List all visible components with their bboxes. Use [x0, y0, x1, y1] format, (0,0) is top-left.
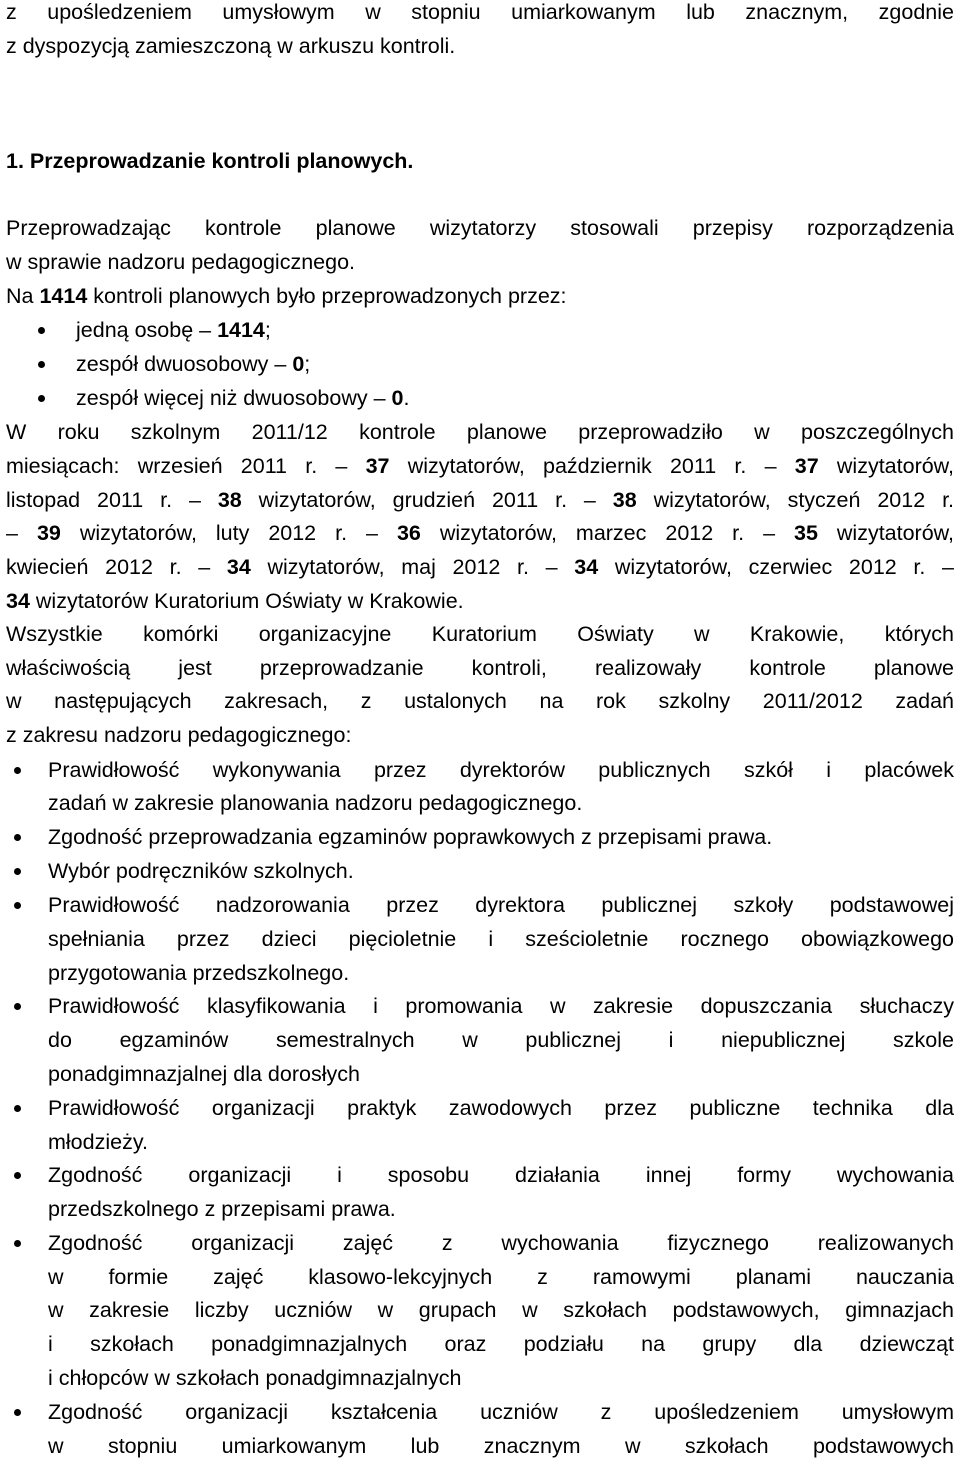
paragraph-line: Na 1414 kontroli planowych było przeprowadzonych przez: [6, 284, 567, 308]
total-inspections: 1414 [39, 284, 88, 308]
list-item-line: spełniania przez dzieci pięcioletnie i sześcioletnie rocznego obowiązkowego [48, 927, 954, 951]
list-item-line: młodzieży. [48, 1130, 148, 1154]
bullet-icon [14, 1240, 21, 1247]
bullet-icon [38, 395, 45, 402]
paragraph-line: miesiącach: wrzesień 2011 r. – 37 wizytatorów, październik 2011 r. – 37 wizytatorów, [6, 454, 954, 478]
paragraph-line: listopad 2011 r. – 38 wizytatorów, grudzień 2011 r. – 38 wizytatorów, styczeń 2012 r. [6, 488, 955, 512]
bullet-icon [14, 902, 21, 909]
list-item-line: Zgodność organizacji kształcenia uczniów z upośledzeniem umysłowym [48, 1400, 954, 1424]
list-item-line: Wybór podręczników szkolnych. [48, 859, 354, 883]
intro-line: z upośledzeniem umysłowym w stopniu umiarkowanym lub znacznym, zgodnie [6, 0, 954, 24]
list-item-line: przygotowania przedszkolnego. [48, 961, 350, 985]
paragraph-line: w sprawie nadzoru pedagogicznego. [6, 250, 356, 274]
list-item-line: Prawidłowość nadzorowania przez dyrektora publicznej szkoły podstawowej [48, 893, 954, 917]
bullet-icon [14, 1409, 21, 1416]
paragraph-line: Wszystkie komórki organizacyjne Kuratorium Oświaty w Krakowie, których [6, 622, 954, 646]
paragraph-line: Przeprowadzając kontrole planowe wizytatorzy stosowali przepisy rozporządzenia [6, 216, 954, 240]
list-item-line: przedszkolnego z przepisami prawa. [48, 1197, 396, 1221]
bullet-icon [38, 361, 45, 368]
bullet-icon [14, 767, 21, 774]
list-item-line: i chłopców w szkołach ponadgimnazjalnych [48, 1366, 462, 1390]
bullet-icon [14, 1105, 21, 1112]
bullet-icon [14, 1003, 21, 1010]
paragraph-line: właściwością jest przeprowadzanie kontroli, realizowały kontrole planowe [6, 656, 954, 680]
paragraph-line: – 39 wizytatorów, luty 2012 r. – 36 wizytatorów, marzec 2012 r. – 35 wizytatorów, [6, 521, 954, 545]
list-item-line: Prawidłowość klasyfikowania i promowania w zakresie dopuszczania słuchaczy [48, 994, 954, 1018]
list-item-line: i szkołach ponadgimnazjalnych oraz podziału na grupy dla dziewcząt [48, 1332, 954, 1356]
list-item-line: Zgodność organizacji i sposobu działania innej formy wychowania [48, 1163, 954, 1187]
list-item-line: do egzaminów semestralnych w publicznej i niepublicznej szkole [48, 1028, 954, 1052]
paragraph-line: W roku szkolnym 2011/12 kontrole planowe przeprowadziło w poszczególnych [6, 420, 954, 444]
bullet-icon [14, 868, 21, 875]
list-item-line: w formie zajęć klasowo-lekcyjnych z ramowymi planami nauczania [48, 1265, 954, 1289]
section-heading: 1. Przeprowadzanie kontroli planowych. [6, 149, 414, 173]
list-item: zespół dwuosobowy – 0; [76, 352, 311, 376]
paragraph-line: w następujących zakresach, z ustalonych na rok szkolny 2011/2012 zadań [6, 689, 954, 713]
bullet-icon [14, 1172, 21, 1179]
paragraph-line: 34 wizytatorów Kuratorium Oświaty w Krakowie. [6, 589, 464, 613]
list-item: jedną osobę – 1414; [76, 318, 271, 342]
list-item-line: Prawidłowość wykonywania przez dyrektorów publicznych szkół i placówek [48, 758, 954, 782]
bullet-icon [38, 327, 45, 334]
list-item: zespół więcej niż dwuosobowy – 0. [76, 386, 410, 410]
list-item-line: Zgodność organizacji zajęć z wychowania fizycznego realizowanych [48, 1231, 954, 1255]
paragraph-line: kwiecień 2012 r. – 34 wizytatorów, maj 2012 r. – 34 wizytatorów, czerwiec 2012 r. – [6, 555, 954, 579]
list-item-line: w stopniu umiarkowanym lub znacznym w szkołach podstawowych [48, 1434, 954, 1458]
list-item-line: w zakresie liczby uczniów w grupach w szkołach podstawowych, gimnazjach [48, 1298, 954, 1322]
list-item-line: ponadgimnazjalnej dla dorosłych [48, 1062, 360, 1086]
list-item-line: Zgodność przeprowadzania egzaminów poprawkowych z przepisami prawa. [48, 825, 773, 849]
bullet-icon [14, 834, 21, 841]
list-item-line: zadań w zakresie planowania nadzoru pedagogicznego. [48, 791, 583, 815]
intro-line: z dyspozycją zamieszczoną w arkuszu kontroli. [6, 34, 456, 58]
list-item-line: Prawidłowość organizacji praktyk zawodowych przez publiczne technika dla [48, 1096, 954, 1120]
paragraph-line: z zakresu nadzoru pedagogicznego: [6, 723, 352, 747]
